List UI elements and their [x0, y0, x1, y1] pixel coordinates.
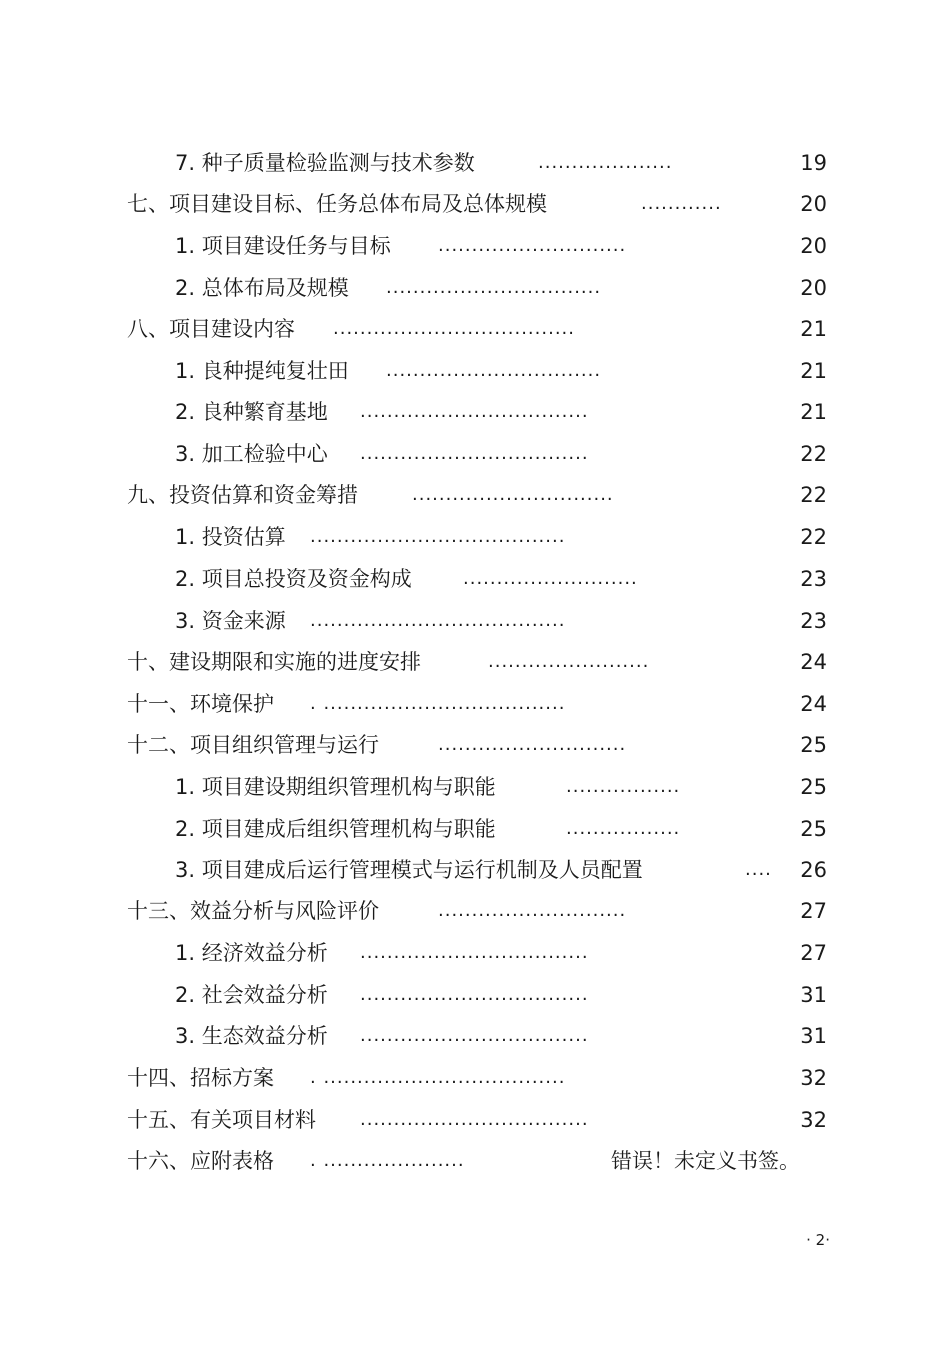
toc-entry-title: 九、投资估算和资金筹措 — [127, 483, 358, 507]
toc-entry-title: 2. 总体布局及规模 — [175, 276, 349, 300]
toc-entry-leader: . ..................... — [310, 1150, 465, 1171]
toc-entry-title: 八、项目建设内容 — [127, 317, 295, 341]
toc-entry-leader: ...................................... — [310, 526, 566, 547]
toc-entry-leader: ................................ — [386, 360, 602, 381]
toc-entry[interactable] — [0, 437, 950, 471]
toc-entry[interactable] — [0, 687, 950, 721]
toc-entry-page: 32 — [800, 1066, 827, 1090]
toc-entry-leader: ................. — [566, 818, 681, 839]
toc-entry-title: 3. 项目建成后运行管理模式与运行机制及人员配置 — [175, 858, 643, 882]
toc-entry-leader: .................................. — [360, 942, 589, 963]
toc-entry-page: 27 — [800, 941, 827, 965]
toc-entry-title: 2. 项目建成后组织管理机构与职能 — [175, 817, 496, 841]
toc-entry[interactable] — [0, 354, 950, 388]
toc-entry-title: 十四、招标方案 — [127, 1066, 274, 1090]
toc-entry[interactable] — [0, 894, 950, 928]
toc-entry-page: 19 — [800, 151, 827, 175]
toc-entry-title: 3. 加工检验中心 — [175, 442, 328, 466]
toc-entry-leader: . .................................... — [310, 693, 566, 714]
toc-entry-page: 25 — [800, 775, 827, 799]
toc-entry-title: 7. 种子质量检验监测与技术参数 — [175, 151, 475, 175]
toc-entry-leader: .................................... — [333, 318, 575, 339]
toc-entry-title: 2. 社会效益分析 — [175, 983, 328, 1007]
toc-entry-leader: ............................ — [438, 235, 627, 256]
toc-entry-leader: .................... — [538, 152, 673, 173]
toc-entry-page: 32 — [800, 1108, 827, 1132]
toc-entry[interactable] — [0, 146, 950, 180]
toc-entry-leader: ............................ — [438, 900, 627, 921]
toc-entry[interactable] — [0, 562, 950, 596]
toc-entry[interactable] — [0, 520, 950, 554]
toc-entry[interactable] — [0, 187, 950, 221]
toc-entry[interactable] — [0, 604, 950, 638]
toc-entry[interactable] — [0, 936, 950, 970]
toc-entry[interactable] — [0, 1144, 950, 1178]
toc-entry-title: 十三、效益分析与风险评价 — [127, 899, 379, 923]
toc-entry-title: 1. 良种提纯复壮田 — [175, 359, 349, 383]
toc-entry-title: 1. 项目建设期组织管理机构与职能 — [175, 775, 496, 799]
toc-entry[interactable] — [0, 229, 950, 263]
toc-entry-leader: .................................. — [360, 443, 589, 464]
toc-entry-page: 20 — [800, 276, 827, 300]
toc-entry-leader: .............................. — [412, 484, 614, 505]
toc-entry-leader: .................................. — [360, 984, 589, 1005]
toc-entry-leader: .................................. — [360, 1025, 589, 1046]
toc-entry-leader: ............ — [641, 193, 722, 214]
toc-entry-page: 25 — [800, 817, 827, 841]
toc-entry-page: 22 — [800, 442, 827, 466]
toc-entry-title: 十五、有关项目材料 — [127, 1108, 316, 1132]
toc-entry-leader: . .................................... — [310, 1067, 566, 1088]
toc-entry-page: 21 — [800, 359, 827, 383]
toc-entry-page: 21 — [800, 317, 827, 341]
toc-entry[interactable] — [0, 395, 950, 429]
toc-entry-title: 3. 生态效益分析 — [175, 1024, 328, 1048]
toc-entry-leader: ............................ — [438, 734, 627, 755]
toc-entry-page: 22 — [800, 483, 827, 507]
toc-entry-page: 错误！未定义书签。 — [611, 1149, 800, 1173]
toc-entry[interactable] — [0, 728, 950, 762]
toc-entry-page: 31 — [800, 1024, 827, 1048]
toc-entry[interactable] — [0, 645, 950, 679]
toc-entry-leader: ................. — [566, 776, 681, 797]
toc-entry-title: 1. 投资估算 — [175, 525, 286, 549]
toc-entry-page: 26 — [800, 858, 827, 882]
toc-entry-leader: .... — [745, 859, 772, 880]
toc-entry-leader: .......................... — [463, 568, 638, 589]
toc-entry-page: 20 — [800, 234, 827, 258]
toc-entry-page: 24 — [800, 650, 827, 674]
toc-entry[interactable] — [0, 271, 950, 305]
toc-entry[interactable] — [0, 978, 950, 1012]
toc-entry-title: 十六、应附表格 — [127, 1149, 274, 1173]
toc-entry-page: 23 — [800, 609, 827, 633]
toc-entry-page: 20 — [800, 192, 827, 216]
toc-entry-page: 31 — [800, 983, 827, 1007]
toc-entry-leader: ................................ — [386, 277, 602, 298]
toc-entry-page: 25 — [800, 733, 827, 757]
toc-entry-title: 七、项目建设目标、任务总体布局及总体规模 — [127, 192, 547, 216]
toc-entry-title: 1. 经济效益分析 — [175, 941, 328, 965]
toc-entry-title: 十一、环境保护 — [127, 692, 274, 716]
toc-entry[interactable] — [0, 1019, 950, 1053]
toc-entry-leader: ........................ — [488, 651, 650, 672]
toc-entry-title: 十、建设期限和实施的进度安排 — [127, 650, 421, 674]
toc-entry-page: 24 — [800, 692, 827, 716]
toc-entry-title: 2. 项目总投资及资金构成 — [175, 567, 412, 591]
toc-entry[interactable] — [0, 1061, 950, 1095]
toc-entry[interactable] — [0, 812, 950, 846]
page-number: · 2· — [806, 1231, 830, 1249]
toc-entry-title: 3. 资金来源 — [175, 609, 286, 633]
toc-entry-leader: ...................................... — [310, 610, 566, 631]
toc-entry-page: 23 — [800, 567, 827, 591]
toc-entry[interactable] — [0, 478, 950, 512]
toc-entry[interactable] — [0, 1103, 950, 1137]
toc-entry-leader: .................................. — [360, 1109, 589, 1130]
toc-entry-title: 2. 良种繁育基地 — [175, 400, 328, 424]
toc-entry[interactable] — [0, 770, 950, 804]
toc-entry[interactable] — [0, 312, 950, 346]
toc-entry-page: 27 — [800, 899, 827, 923]
toc-entry[interactable] — [0, 853, 950, 887]
toc-entry-title: 十二、项目组织管理与运行 — [127, 733, 379, 757]
toc-entry-leader: .................................. — [360, 401, 589, 422]
toc-entry-title: 1. 项目建设任务与目标 — [175, 234, 391, 258]
toc-entry-page: 22 — [800, 525, 827, 549]
toc-entry-page: 21 — [800, 400, 827, 424]
